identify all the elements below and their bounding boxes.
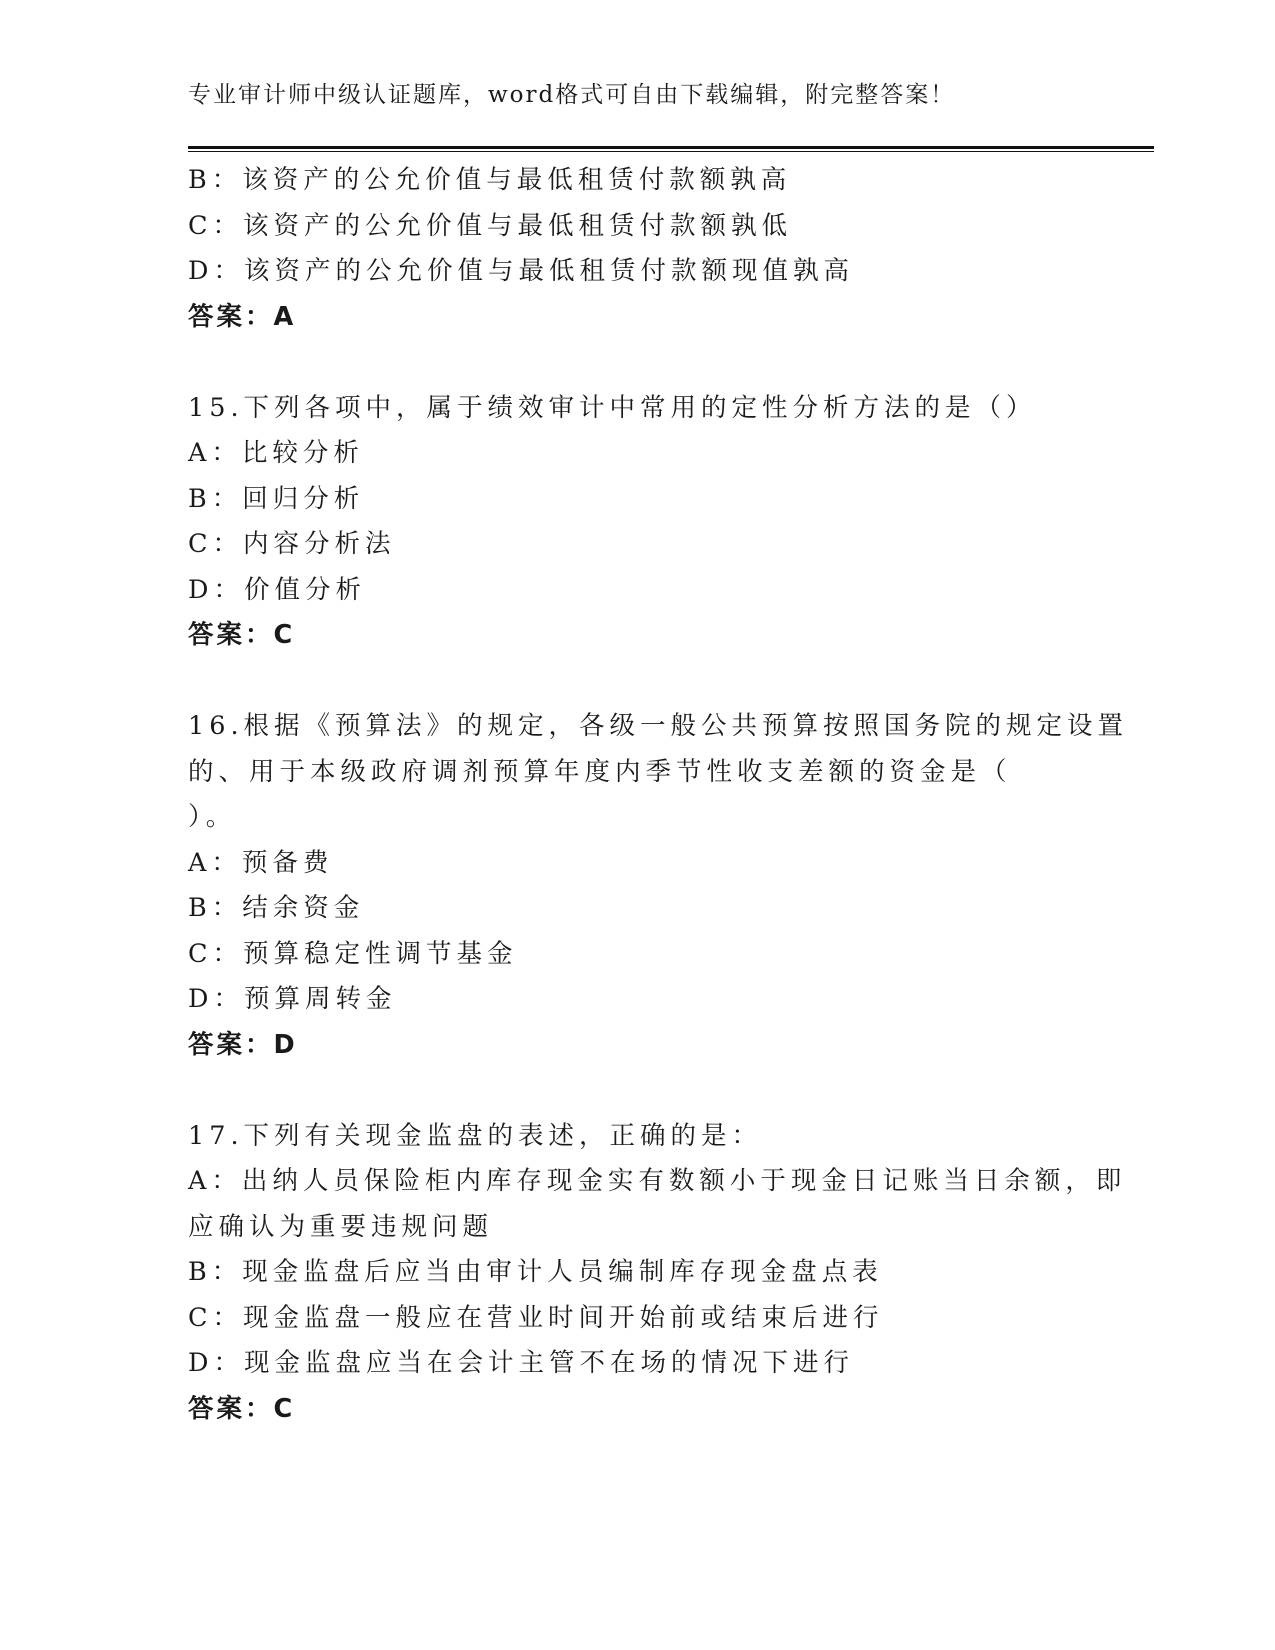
answer: 答案：C: [188, 620, 296, 650]
question-stem: 16.根据《预算法》的规定，各级一般公共预算按照国务院的规定设置: [188, 711, 1129, 741]
option-b: B：回归分析: [188, 483, 365, 514]
answer: 答案：C: [188, 1393, 296, 1424]
header-rule-thin: [188, 151, 1154, 152]
option-d: D：预算周转金: [188, 984, 397, 1014]
question-stem: ）。: [188, 802, 237, 832]
prev-question: [188, 158, 1088, 340]
option-d: D：该资产的公允价值与最低租赁付款额现值孰高: [188, 256, 854, 286]
option-d: D：价值分析: [188, 574, 366, 605]
page-header: 专业审计师中级认证题库，word格式可自由下载编辑，附完整答案！: [188, 82, 956, 108]
option-a-continued: 应确认为重要违规问题: [188, 1211, 494, 1242]
option-a: A：预备费: [188, 847, 334, 878]
spacer: [188, 659, 1088, 705]
question-stem: 的、用于本级政府调剂预算年度内季节性收支差额的资金是（: [188, 756, 1012, 787]
answer: 答案：D: [188, 1029, 298, 1060]
question-17: [188, 1114, 1127, 1433]
option-c: C：预算稳定性调节基金: [188, 938, 518, 969]
option-b: B：结余资金: [188, 893, 365, 923]
option-d: D：现金监盘应当在会计主管不在场的情况下进行: [188, 1348, 854, 1378]
option-a: A：比较分析: [188, 438, 364, 468]
header-rule-thick: [188, 146, 1154, 149]
question-15: [188, 386, 1088, 659]
question-16: [188, 704, 1129, 1068]
question-content: [188, 158, 1129, 1432]
option-b: B：现金监盘后应当由审计人员编制库存现金盘点表: [188, 1257, 883, 1287]
option-c: C：内容分析法: [188, 529, 396, 559]
option-b: B：该资产的公允价值与最低租赁付款额孰高: [188, 165, 792, 195]
spacer: [188, 1068, 1088, 1114]
spacer: [188, 340, 1088, 386]
option-c: C：现金监盘一般应在营业时间开始前或结束后进行: [188, 1302, 884, 1333]
option-c: C：该资产的公允价值与最低租赁付款额孰低: [188, 210, 793, 241]
option-a: A：出纳人员保险柜内库存现金实有数额小于现金日记账当日余额，即: [188, 1166, 1127, 1196]
answer: 答案：A: [188, 301, 297, 332]
question-stem: 17.下列有关现金监盘的表述，正确的是：: [188, 1120, 763, 1151]
question-stem: 15.下列各项中，属于绩效审计中常用的定性分析方法的是（）: [188, 392, 1037, 423]
